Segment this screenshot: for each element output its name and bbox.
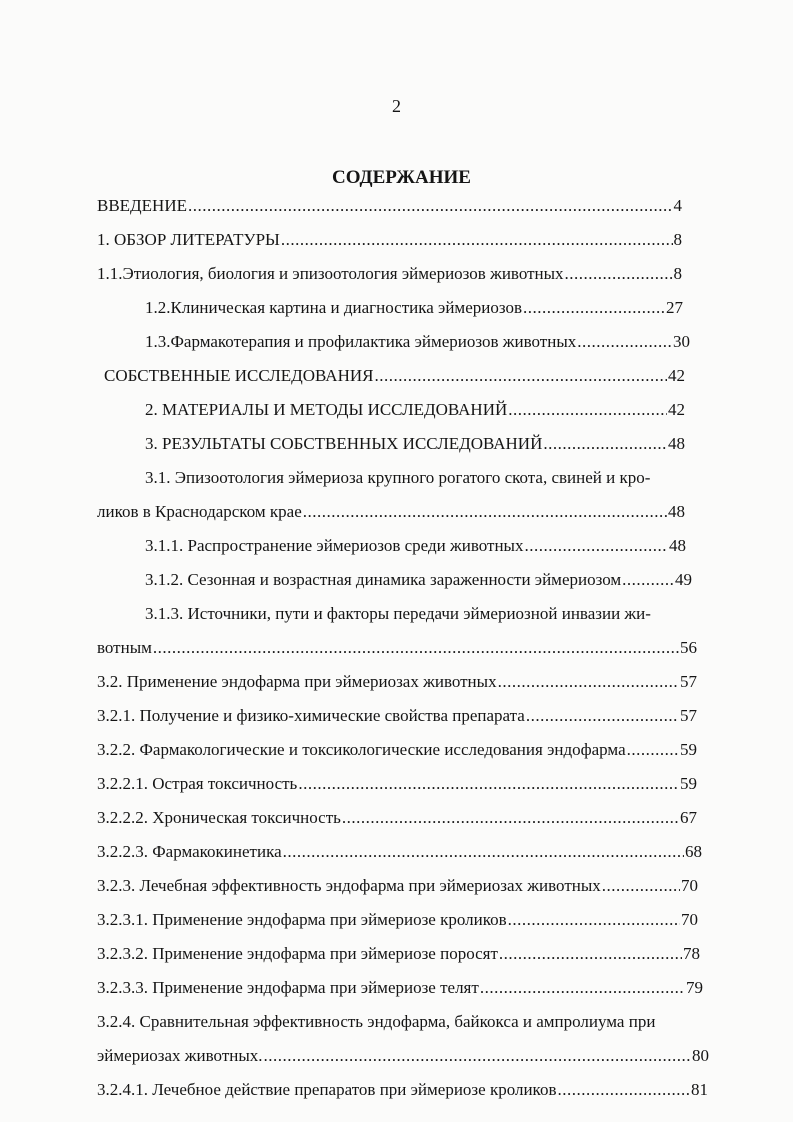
toc-leader-dots xyxy=(557,1078,690,1102)
toc-entry-text: 1.1.Этиология, биология и эпизоотология эймериозов животных xyxy=(97,264,564,283)
toc-leader-dots xyxy=(498,670,679,694)
toc-leader-dots xyxy=(480,976,685,1000)
toc-entry-3 xyxy=(145,432,685,456)
toc-entry-page: 27 xyxy=(666,298,683,317)
toc-entry-page: 57 xyxy=(680,672,697,691)
toc-entry-page: 59 xyxy=(680,740,697,759)
toc-entry-3-2-4-line1 xyxy=(97,1010,709,1034)
toc-leader-dots xyxy=(283,840,684,864)
toc-entry-text: ВВЕДЕНИЕ xyxy=(97,196,187,215)
toc-entry-page: 4 xyxy=(673,196,682,215)
toc-entry-text: 3.2.1. Получение и физико-химические свойства препарата xyxy=(97,706,525,725)
toc-entry-3-2-4-1 xyxy=(97,1078,708,1102)
toc-entry-3-1-3-line1 xyxy=(145,602,690,626)
toc-entry-text: 3.2. Применение эндофарма при эймериозах животных xyxy=(97,672,497,691)
toc-entry-text: 3.2.3.2. Применение эндофарма при эймериозе поросят xyxy=(97,944,498,963)
toc-entry-3-2-2 xyxy=(97,738,697,762)
toc-entry-page: 57 xyxy=(680,706,697,725)
toc-entry-text: СОБСТВЕННЫЕ ИССЛЕДОВАНИЯ xyxy=(104,366,374,385)
toc-entry-text: 3.2.4.1. Лечебное действие препаратов при эймериозе кроликов xyxy=(97,1080,557,1099)
toc-entry-page: 59 xyxy=(680,774,697,793)
toc-entry-introduction xyxy=(97,194,682,218)
toc-entry-1-1 xyxy=(97,262,682,286)
toc-entry-text: 3.2.3.1. Применение эндофарма при эймериозе кроликов xyxy=(97,910,507,929)
toc-entry-1-3 xyxy=(145,330,690,354)
toc-entry-text: эймериозах животных. xyxy=(97,1046,263,1065)
toc-title: СОДЕРЖАНИЕ xyxy=(332,167,471,188)
toc-entry-text: 2. МАТЕРИАЛЫ И МЕТОДЫ ИССЛЕДОВАНИЙ xyxy=(145,400,508,419)
page-number: 2 xyxy=(392,96,401,116)
toc-leader-dots xyxy=(523,296,665,320)
toc-entry-text: 3.1.2. Сезонная и возрастная динамика зараженности эймериозом xyxy=(145,570,622,589)
toc-entry-1-2 xyxy=(145,296,683,320)
toc-entry-text: вотным xyxy=(97,638,152,657)
toc-leader-dots xyxy=(565,262,673,286)
toc-entry-3-2-2-1 xyxy=(97,772,697,796)
toc-entry-3-2-2-2 xyxy=(97,806,697,830)
toc-entry-page: 8 xyxy=(673,264,682,283)
toc-leader-dots xyxy=(543,432,667,456)
toc-entry-page: 49 xyxy=(675,570,692,589)
toc-entry-page: 48 xyxy=(668,502,685,521)
toc-leader-dots xyxy=(298,772,679,796)
toc-entry-3-2-4-line2 xyxy=(97,1044,709,1068)
toc-entry-3-1-2 xyxy=(145,568,692,592)
toc-entry-text: 3.1.1. Распространение эймериозов среди животных xyxy=(145,536,524,555)
toc-entry-page: 42 xyxy=(668,366,685,385)
toc-leader-dots xyxy=(622,568,674,592)
toc-entry-own-research xyxy=(104,364,685,388)
toc-leader-dots xyxy=(303,500,667,524)
toc-entry-page: 8 xyxy=(673,230,682,249)
toc-entry-page: 67 xyxy=(680,808,697,827)
toc-entry-3-2 xyxy=(97,670,697,694)
toc-entry-page: 30 xyxy=(673,332,690,351)
toc-entry-text: 3.2.2. Фармакологические и токсикологические исследования эндофарма xyxy=(97,740,626,759)
toc-entry-page: 48 xyxy=(669,536,686,555)
toc-entry-text: 3.2.3. Лечебная эффективность эндофарма при эймериозах животных xyxy=(97,876,601,895)
toc-entry-page: 79 xyxy=(686,978,703,997)
toc-entry-page: 78 xyxy=(683,944,700,963)
toc-entry-page: 48 xyxy=(668,434,685,453)
toc-entry-3-1-line1 xyxy=(145,466,690,490)
toc-leader-dots xyxy=(281,228,673,252)
toc-entry-page: 80 xyxy=(692,1046,709,1065)
toc-entry-3-2-3-1 xyxy=(97,908,698,932)
toc-entry-text: ликов в Краснодарском крае xyxy=(97,502,302,521)
toc-entry-3-2-3 xyxy=(97,874,698,898)
toc-entry-text: 3.1. Эпизоотология эймериоза крупного рогатого скота, свиней и кро- xyxy=(145,468,651,487)
toc-leader-dots xyxy=(627,738,679,762)
toc-entry-3-2-1 xyxy=(97,704,697,728)
toc-entry-page: 70 xyxy=(681,876,698,895)
toc-entry-3-2-3-2 xyxy=(97,942,700,966)
toc-entry-text: 3.2.4. Сравнительная эффективность эндофарма, байкокса и ампролиума при xyxy=(97,1012,656,1031)
toc-entry-text: 3.2.2.3. Фармакокинетика xyxy=(97,842,282,861)
toc-entry-text: 3.2.3.3. Применение эндофарма при эймериозе телят xyxy=(97,978,479,997)
toc-entry-page: 70 xyxy=(681,910,698,929)
toc-entry-text: 1.3.Фармакотерапия и профилактика эймериозов животных xyxy=(145,332,577,351)
toc-leader-dots xyxy=(342,806,679,830)
toc-leader-dots xyxy=(526,704,679,728)
toc-leader-dots xyxy=(602,874,680,898)
toc-entry-3-1-1 xyxy=(145,534,686,558)
toc-entry-text: 1.2.Клиническая картина и диагностика эймериозов xyxy=(145,298,522,317)
toc-leader-dots xyxy=(264,1044,691,1068)
toc-entry-text: 1. ОБЗОР ЛИТЕРАТУРЫ xyxy=(97,230,280,249)
toc-leader-dots xyxy=(577,330,672,354)
toc-leader-dots xyxy=(508,908,680,932)
toc-entry-1 xyxy=(97,228,682,252)
toc-entry-2 xyxy=(145,398,685,422)
toc-leader-dots xyxy=(508,398,667,422)
toc-entry-page: 42 xyxy=(668,400,685,419)
toc-entry-3-2-3-3 xyxy=(97,976,703,1000)
toc-entry-page: 81 xyxy=(691,1080,708,1099)
toc-entry-text: 3.2.2.2. Хроническая токсичность xyxy=(97,808,341,827)
toc-leader-dots xyxy=(524,534,668,558)
toc-entry-page: 56 xyxy=(680,638,697,657)
toc-entry-page: 68 xyxy=(685,842,702,861)
toc-entry-text: 3.1.3. Источники, пути и факторы передачи эймериозной инвазии жи- xyxy=(145,604,651,623)
toc-leader-dots xyxy=(153,636,679,660)
toc-entry-text: 3.2.2.1. Острая токсичность xyxy=(97,774,298,793)
toc-entry-3-1-3-line2 xyxy=(97,636,697,660)
toc-entry-3-1-line2 xyxy=(97,500,685,524)
toc-leader-dots xyxy=(374,364,667,388)
toc-leader-dots xyxy=(188,194,673,218)
toc-entry-text: 3. РЕЗУЛЬТАТЫ СОБСТВЕННЫХ ИССЛЕДОВАНИЙ xyxy=(145,434,543,453)
toc-entry-3-2-2-3 xyxy=(97,840,702,864)
toc-leader-dots xyxy=(499,942,682,966)
